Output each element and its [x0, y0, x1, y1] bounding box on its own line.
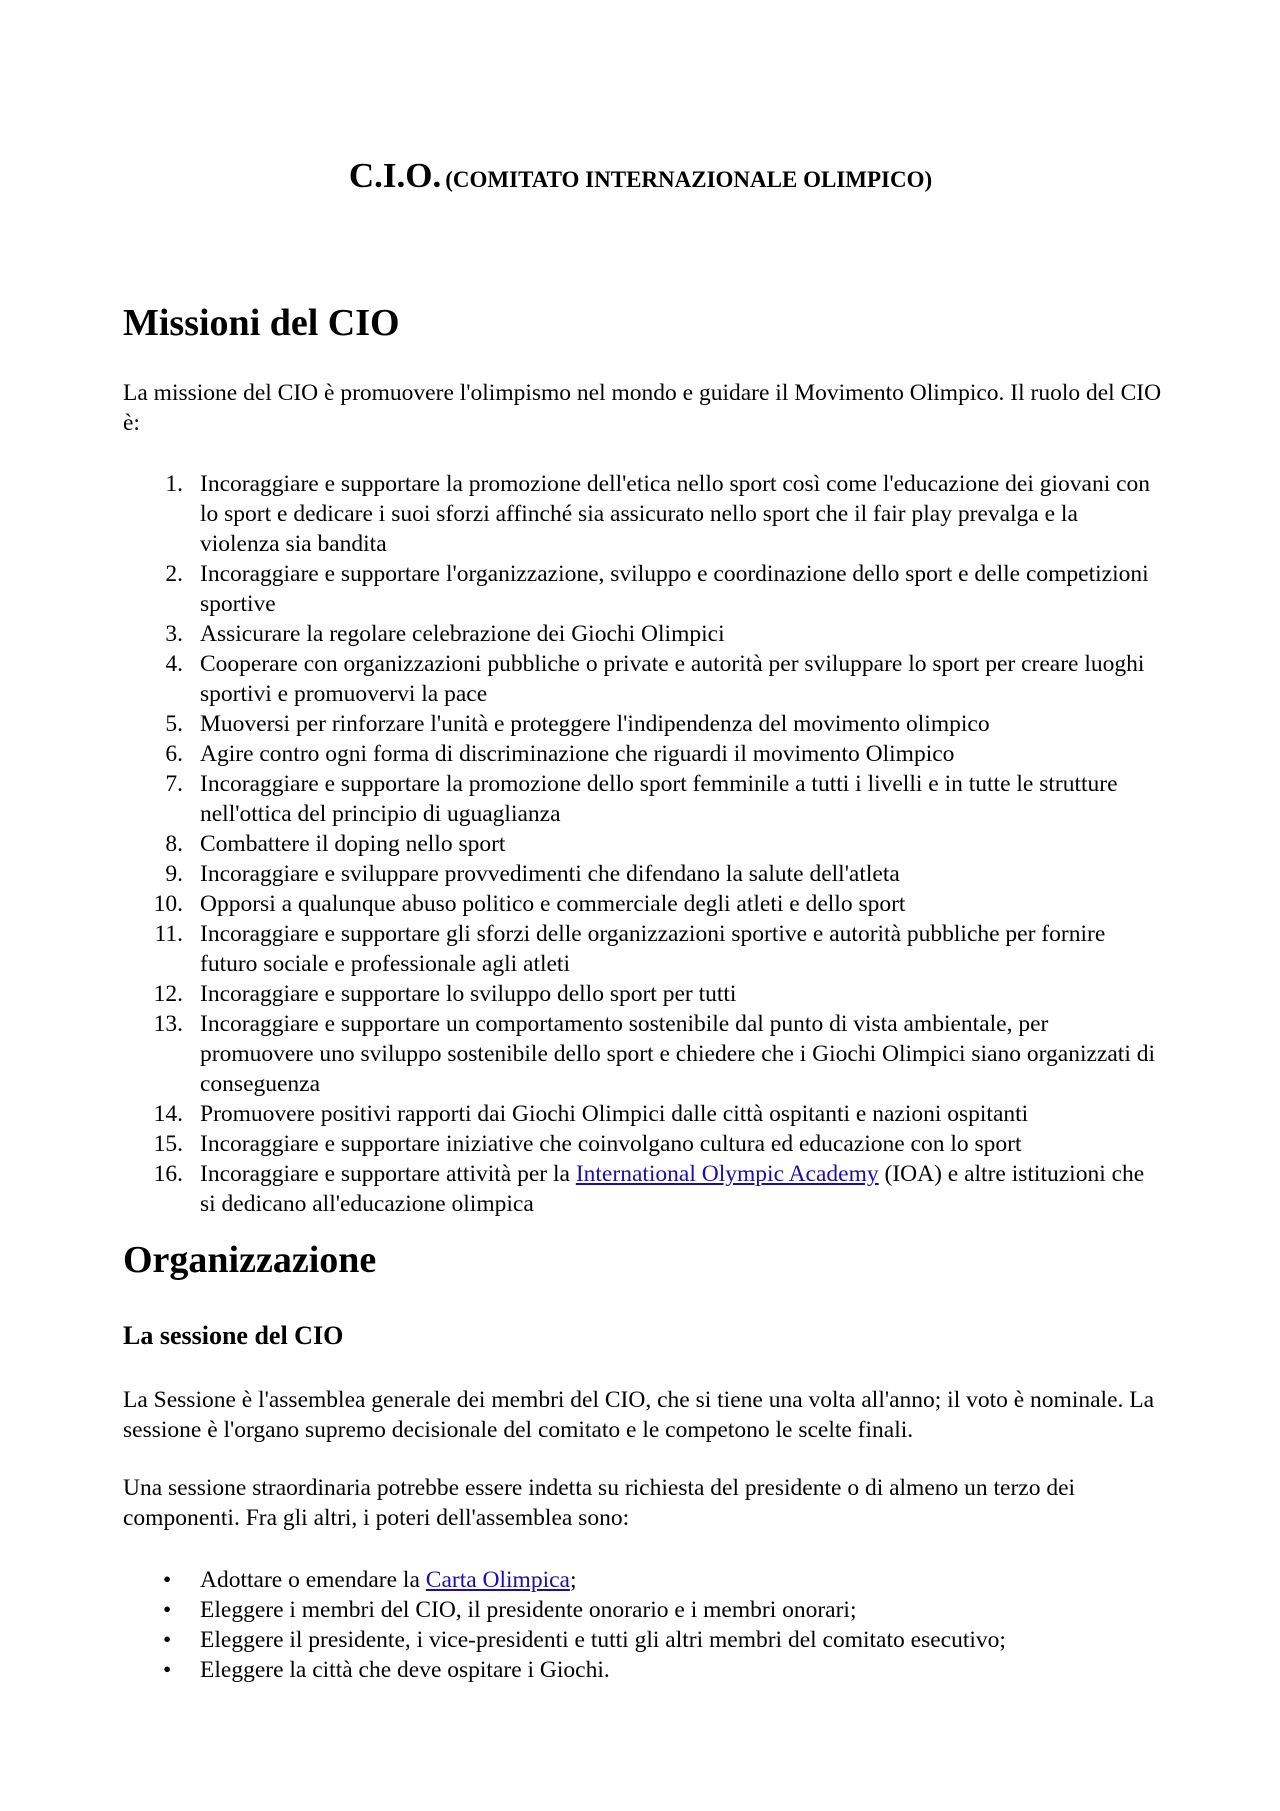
- list-text: Cooperare con organizzazioni pubbliche o private e autorità per sviluppare lo sport per creare luoghi sportivi e promuovervi la pace: [200, 651, 1145, 707]
- list-number: 16.: [153, 1161, 183, 1187]
- list-item: [123, 859, 1163, 889]
- list-item: [123, 829, 1163, 859]
- list-item: [123, 559, 1163, 619]
- list-item: [123, 1625, 1163, 1655]
- list-item: [123, 619, 1163, 649]
- list-text: Eleggere la città che deve ospitare i Giochi.: [200, 1657, 610, 1683]
- heading-organizzazione: Organizzazione: [123, 1239, 377, 1281]
- list-number: 14.: [153, 1101, 183, 1127]
- list-text: Incoraggiare e sviluppare provvedimenti che difendano la salute dell'atleta: [200, 861, 900, 887]
- list-text: Assicurare la regolare celebrazione dei Giochi Olimpici: [200, 621, 725, 647]
- list-number: 13.: [153, 1011, 183, 1037]
- list-text: Eleggere i membri del CIO, il presidente onorario e i membri onorari;: [200, 1597, 857, 1623]
- list-number: 5.: [165, 711, 183, 737]
- list-item: [123, 1129, 1163, 1159]
- list-text-after-link: ;: [569, 1567, 577, 1593]
- list-text: Combattere il doping nello sport: [200, 831, 506, 857]
- list-number: 12.: [153, 981, 183, 1007]
- bullet-icon: •: [163, 1567, 172, 1593]
- list-item: [123, 1159, 1163, 1219]
- international-olympic-academy-link[interactable]: International Olympic Academy: [575, 1161, 879, 1187]
- list-number: 15.: [153, 1131, 183, 1157]
- list-number: 7.: [165, 771, 183, 797]
- list-text: Incoraggiare e supportare l'organizzazione, sviluppo e coordinazione dello sport e delle competizioni sportive: [200, 561, 1149, 617]
- list-number: 3.: [165, 621, 183, 647]
- document-title: [123, 156, 1158, 196]
- list-text: Incoraggiare e supportare un comportamento sostenibile dal punto di vista ambientale, per promuovere uno sviluppo sostenibile dello sport e chiedere che i Giochi Olimpici siano organizzati di conseguenza: [200, 1011, 1155, 1097]
- list-number: 8.: [165, 831, 183, 857]
- list-text: Incoraggiare e supportare la promozione dell'etica nello sport così come l'educazione dei giovani con lo sport e dedicare i suoi sforzi affinché sia assicurato nello sport che il fair play prevalga e la violenza sia bandita: [200, 471, 1151, 557]
- poteri-list: [123, 1565, 1163, 1685]
- heading-sessione: La sessione del CIO: [123, 1321, 344, 1350]
- list-item: [123, 1595, 1163, 1625]
- title-subtitle: (COMITATO INTERNAZIONALE OLIMPICO): [445, 167, 933, 192]
- list-number: 4.: [165, 651, 183, 677]
- title-main: C.I.O.: [348, 156, 442, 195]
- list-number: 2.: [165, 561, 183, 587]
- list-item: [123, 1565, 1163, 1595]
- list-text: Muoversi per rinforzare l'unità e proteggere l'indipendenza del movimento olimpico: [200, 711, 990, 737]
- sessione-paragraph-2: Una sessione straordinaria potrebbe essere indetta su richiesta del presidente o di almeno un terzo dei componenti. Fra gli altri, i poteri dell'assemblea sono:: [123, 1475, 1076, 1531]
- list-text-before-link: Incoraggiare e supportare attività per la: [200, 1161, 576, 1187]
- list-text-before-link: Adottare o emendare la: [200, 1567, 426, 1593]
- bullet-icon: •: [163, 1597, 172, 1623]
- list-text: Incoraggiare e supportare la promozione dello sport femminile a tutti i livelli e in tutte le strutture nell'ottica del principio di uguaglianza: [200, 771, 1118, 827]
- list-item: [123, 919, 1163, 979]
- bullet-icon: •: [163, 1627, 172, 1653]
- missioni-list: [123, 469, 1163, 1219]
- list-item: [123, 649, 1163, 709]
- list-number: 11.: [154, 921, 183, 947]
- list-item: [123, 1099, 1163, 1129]
- list-text: Incoraggiare e supportare lo sviluppo dello sport per tutti: [200, 981, 737, 1007]
- sessione-paragraph-1: La Sessione è l'assemblea generale dei membri del CIO, che si tiene una volta all'anno; il voto è nominale. La sessione è l'organo supremo decisionale del comitato e le competono le scelte finali.: [123, 1387, 1155, 1443]
- list-item: [123, 469, 1163, 559]
- list-item: [123, 1009, 1163, 1099]
- list-item: [123, 889, 1163, 919]
- list-item: [123, 739, 1163, 769]
- list-text-after-link: (IOA) e altre istituzioni che si dedicano all'educazione olimpica: [200, 1161, 1145, 1217]
- list-text: Eleggere il presidente, i vice-presidenti e tutti gli altri membri del comitato esecutivo;: [200, 1627, 1006, 1653]
- list-item: [123, 979, 1163, 1009]
- list-number: 1.: [165, 471, 183, 497]
- list-item: [123, 1655, 1163, 1685]
- carta-olimpica-link[interactable]: Carta Olimpica: [425, 1567, 570, 1593]
- missioni-intro: La missione del CIO è promuovere l'olimpismo nel mondo e guidare il Movimento Olimpico. Il ruolo del CIO è:: [123, 380, 1162, 436]
- list-number: 10.: [153, 891, 183, 917]
- list-item: [123, 709, 1163, 739]
- list-text: Incoraggiare e supportare iniziative che coinvolgano cultura ed educazione con lo sport: [200, 1131, 1022, 1157]
- list-text: Promuovere positivi rapporti dai Giochi Olimpici dalle città ospitanti e nazioni ospitanti: [200, 1101, 1029, 1127]
- list-item: [123, 769, 1163, 829]
- list-number: 9.: [165, 861, 183, 887]
- list-text: Agire contro ogni forma di discriminazione che riguardi il movimento Olimpico: [200, 741, 955, 767]
- heading-missioni: Missioni del CIO: [123, 302, 400, 344]
- list-number: 6.: [165, 741, 183, 767]
- list-text: Opporsi a qualunque abuso politico e commerciale degli atleti e dello sport: [200, 891, 906, 917]
- bullet-icon: •: [163, 1657, 172, 1683]
- list-text: Incoraggiare e supportare gli sforzi delle organizzazioni sportive e autorità pubbliche per fornire futuro sociale e professionale agli atleti: [200, 921, 1106, 977]
